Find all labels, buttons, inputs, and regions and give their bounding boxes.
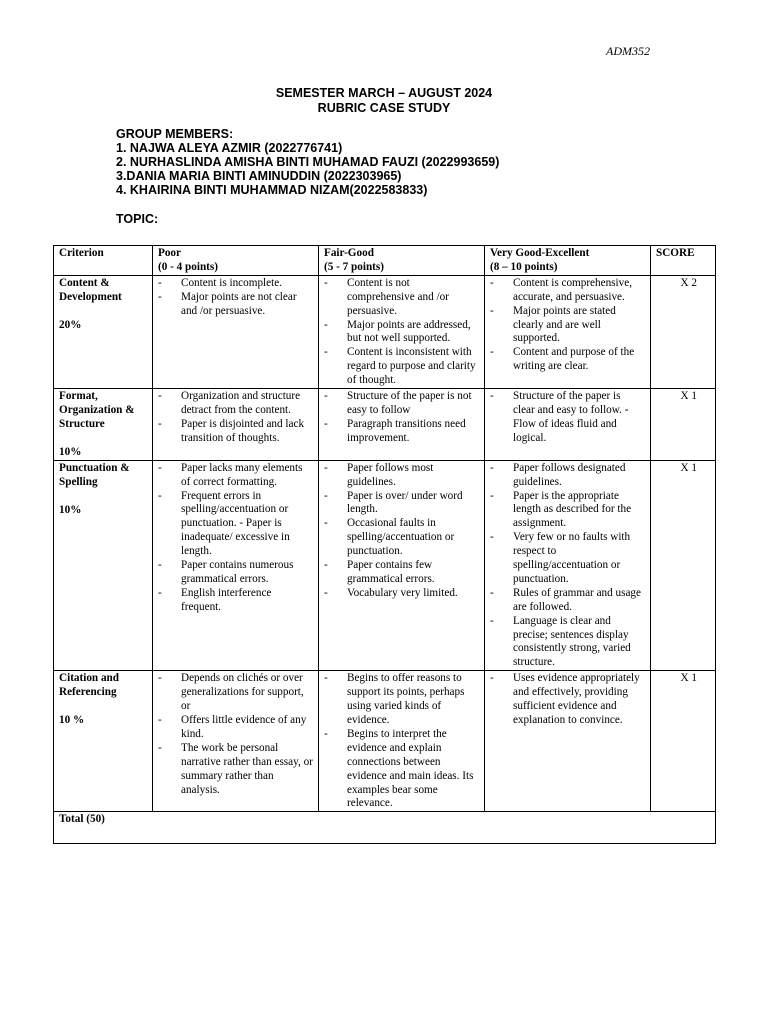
- descriptor-item: - Occasional faults in spelling/accentuation or punctuation.: [324, 517, 479, 559]
- criterion-cell: [54, 389, 153, 461]
- descriptor-item: - The work be personal narrative rather than essay, or summary rather than analysis.: [158, 742, 313, 798]
- rubric-title: RUBRIC CASE STUDY: [317, 101, 451, 115]
- descriptor-item: - Paper is disjointed and lack transition of thoughts.: [158, 418, 313, 446]
- semester-title: SEMESTER MARCH – AUGUST 2024: [275, 86, 493, 100]
- descriptor-item: - Structure of the paper is not easy to follow: [324, 390, 479, 418]
- poor-descriptor-list: [158, 277, 313, 319]
- fair-cell: [319, 671, 485, 812]
- document-code: ADM352: [606, 44, 650, 58]
- descriptor-item: - English interference frequent.: [158, 587, 313, 615]
- member-4: 4. KHAIRINA BINTI MUHAMMAD NIZAM(2022583833): [116, 183, 428, 197]
- poor-cell: [153, 460, 319, 671]
- criterion-weight: 20%: [59, 318, 82, 331]
- descriptor-item: - Major points are not clear and /or persuasive.: [158, 291, 313, 319]
- score-multiplier: X 1: [651, 671, 716, 812]
- descriptor-item: - Paper is over/ under word length.: [324, 490, 479, 518]
- descriptor-item: - Major points are addressed, but not well supported.: [324, 319, 479, 347]
- criterion-weight: 10 %: [59, 714, 85, 727]
- header-poor: Poor (0 - 4 points): [153, 246, 319, 276]
- rubric-row: [54, 671, 716, 812]
- criterion-name: Citation and Referencing: [59, 672, 119, 699]
- descriptor-item: - Very few or no faults with respect to spelling/accentuation or punctuation.: [490, 531, 645, 587]
- topic-label: TOPIC:: [116, 212, 159, 226]
- fair-cell: [319, 275, 485, 388]
- poor-cell: [153, 671, 319, 812]
- descriptor-item: - Paragraph transitions need improvement.: [324, 418, 479, 446]
- vgood-descriptor-list: [490, 672, 645, 728]
- rubric-body: [54, 275, 716, 844]
- header-row: [54, 246, 716, 276]
- rubric-row: [54, 389, 716, 461]
- header-fair-good: Fair-Good (5 - 7 points): [319, 246, 485, 276]
- descriptor-item: - Paper follows designated guidelines.: [490, 462, 645, 490]
- rubric-row: [54, 460, 716, 671]
- descriptor-item: - Paper is the appropriate length as described for the assignment.: [490, 490, 645, 532]
- total-row: [54, 812, 716, 844]
- criterion-name: Punctuation & Spelling: [59, 461, 130, 488]
- score-multiplier: X 1: [651, 389, 716, 461]
- criterion-weight: 10%: [59, 445, 82, 458]
- fair-descriptor-list: [324, 390, 479, 446]
- descriptor-item: - Paper contains numerous grammatical errors.: [158, 559, 313, 587]
- descriptor-item: - Paper lacks many elements of correct formatting.: [158, 462, 313, 490]
- fair-descriptor-list: [324, 277, 479, 388]
- header-criterion: Criterion: [54, 246, 153, 276]
- score-multiplier: X 1: [651, 460, 716, 671]
- descriptor-item: - Paper contains few grammatical errors.: [324, 559, 479, 587]
- vgood-descriptor-list: [490, 462, 645, 671]
- criterion-cell: [54, 275, 153, 388]
- member-1: 1. NAJWA ALEYA AZMIR (2022776741): [116, 141, 343, 155]
- descriptor-item: - Begins to interpret the evidence and explain connections between evidence and main ideas. Its examples bear some relevance.: [324, 728, 479, 811]
- fair-cell: [319, 460, 485, 671]
- poor-cell: [153, 275, 319, 388]
- vgood-descriptor-list: [490, 390, 645, 446]
- criterion-name: Content & Development: [59, 276, 122, 303]
- descriptor-item: - Language is clear and precise; sentences display consistently strong, varied structure.: [490, 615, 645, 671]
- criterion-cell: [54, 460, 153, 671]
- vgood-cell: [485, 389, 651, 461]
- header-very-good: Very Good-Excellent (8 – 10 points): [485, 246, 651, 276]
- document-heading: [0, 86, 768, 116]
- poor-descriptor-list: [158, 462, 313, 615]
- vgood-descriptor-list: [490, 277, 645, 374]
- vgood-cell: [485, 671, 651, 812]
- descriptor-item: - Content is inconsistent with regard to purpose and clarity of thought.: [324, 346, 479, 388]
- descriptor-item: - Vocabulary very limited.: [324, 587, 479, 601]
- group-members: [116, 127, 499, 197]
- rubric-row: [54, 275, 716, 388]
- descriptor-item: - Rules of grammar and usage are followed.: [490, 587, 645, 615]
- descriptor-item: - Structure of the paper is clear and easy to follow. -Flow of ideas fluid and logical.: [490, 390, 645, 446]
- fair-cell: [319, 389, 485, 461]
- criterion-name: Format, Organization & Structure: [59, 390, 135, 430]
- member-2: 2. NURHASLINDA AMISHA BINTI MUHAMAD FAUZI (2022993659): [116, 155, 500, 169]
- criterion-cell: [54, 671, 153, 812]
- descriptor-item: - Offers little evidence of any kind.: [158, 714, 313, 742]
- descriptor-item: - Major points are stated clearly and are well supported.: [490, 305, 645, 347]
- header-score: SCORE: [651, 246, 716, 276]
- descriptor-item: - Paper follows most guidelines.: [324, 462, 479, 490]
- criterion-weight: 10%: [59, 503, 82, 516]
- poor-descriptor-list: [158, 672, 313, 797]
- descriptor-item: - Content is comprehensive, accurate, and persuasive.: [490, 277, 645, 305]
- poor-descriptor-list: [158, 390, 313, 446]
- descriptor-item: - Frequent errors in spelling/accentuation or punctuation. - Paper is inadequate/ excessive in length.: [158, 490, 313, 560]
- vgood-cell: [485, 275, 651, 388]
- rubric-table: [53, 245, 716, 844]
- descriptor-item: - Content and purpose of the writing are clear.: [490, 346, 645, 374]
- vgood-cell: [485, 460, 651, 671]
- descriptor-item: - Content is not comprehensive and /or persuasive.: [324, 277, 479, 319]
- fair-descriptor-list: [324, 462, 479, 601]
- descriptor-item: - Depends on clichés or over generalizations for support, or: [158, 672, 313, 714]
- fair-descriptor-list: [324, 672, 479, 811]
- descriptor-item: - Uses evidence appropriately and effectively, providing sufficient evidence and explanation to convince.: [490, 672, 645, 728]
- group-members-label: GROUP MEMBERS:: [116, 127, 234, 141]
- member-3: 3.DANIA MARIA BINTI AMINUDDIN (2022303965): [116, 169, 402, 183]
- descriptor-item: - Begins to offer reasons to support its points, perhaps using varied kinds of evidence.: [324, 672, 479, 728]
- descriptor-item: - Organization and structure detract from the content.: [158, 390, 313, 418]
- total-cell: Total (50): [54, 812, 716, 844]
- poor-cell: [153, 389, 319, 461]
- descriptor-item: - Content is incomplete.: [158, 277, 313, 291]
- score-multiplier: X 2: [651, 275, 716, 388]
